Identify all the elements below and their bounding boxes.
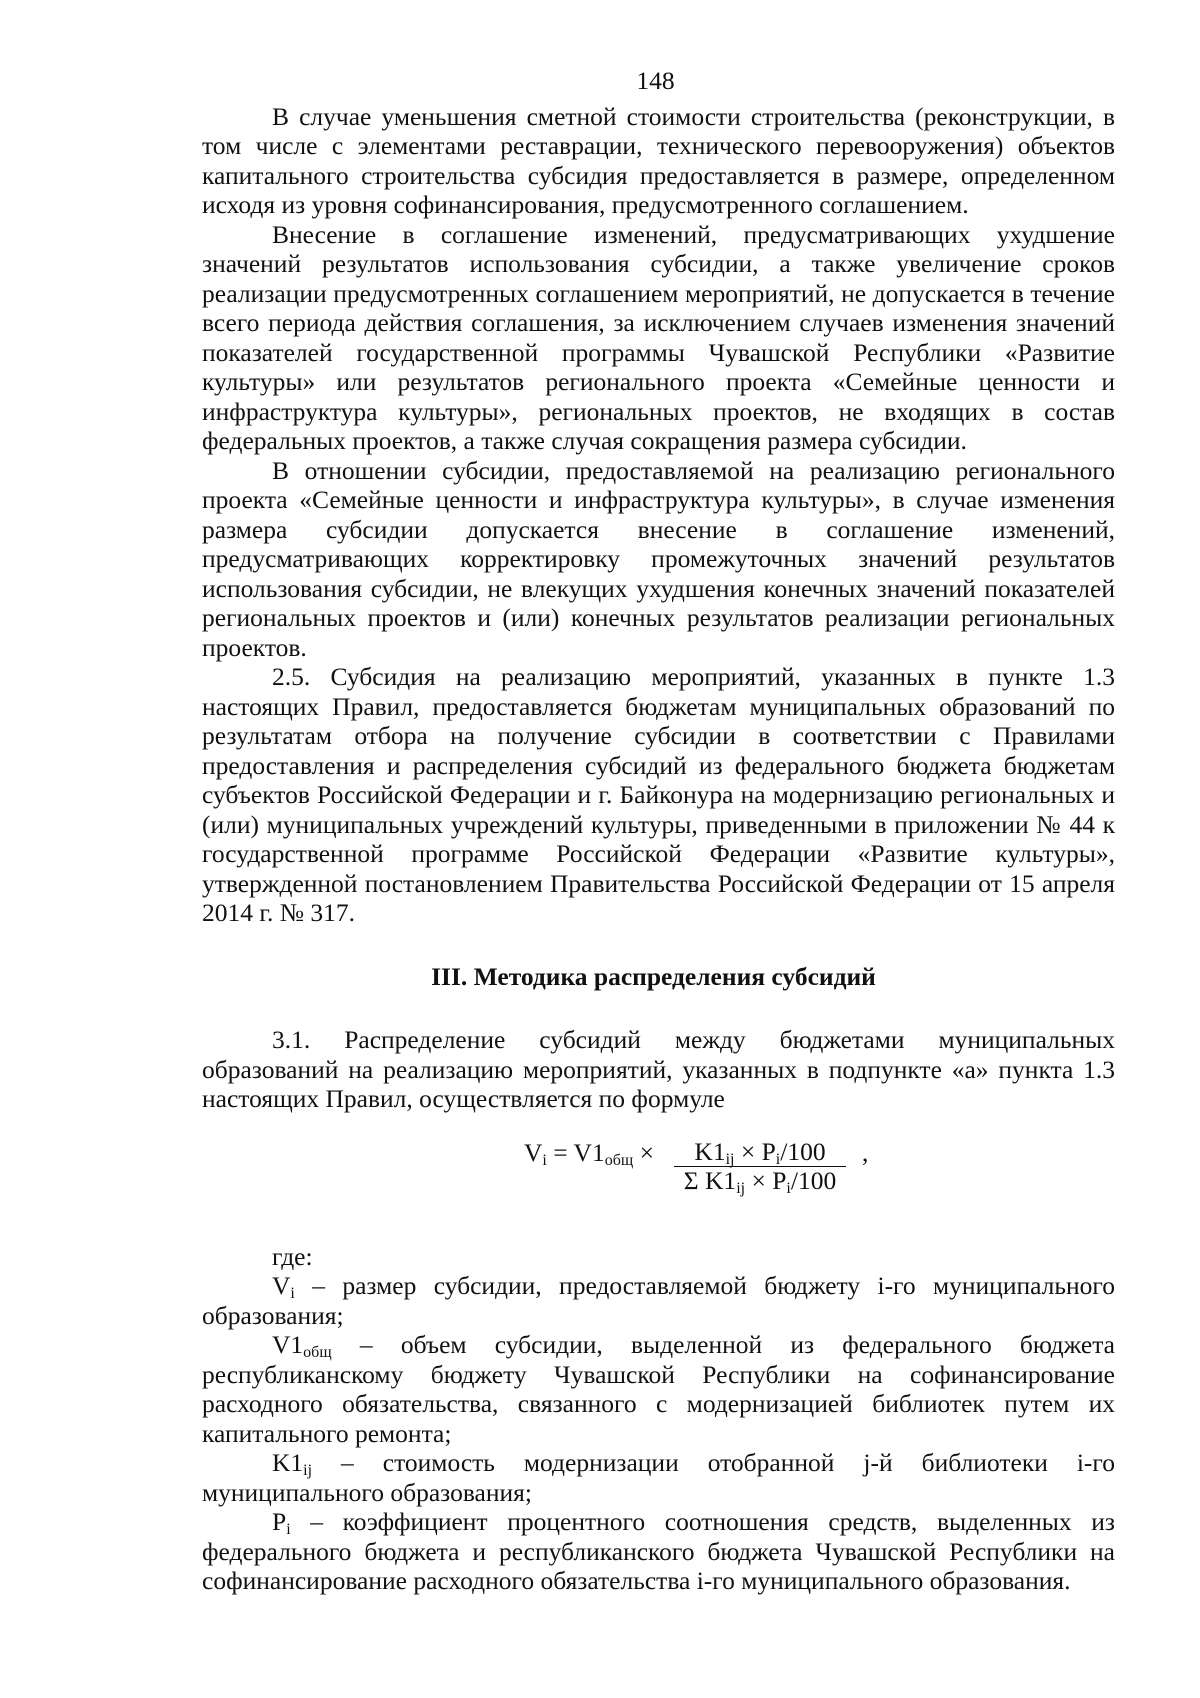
page-number: 148: [636, 66, 675, 95]
definition-v1: $V1_{общ}$ – объем субсидии, выделенной из федерального бюджета республиканскому бюджету Чувашской Республики на софинансирование расходного обязательства, связанного с модернизацией библиотек путем их капитального ремонта;: [202, 1330, 1115, 1448]
section-paragraph: 3.1. Распределение субсидий между бюджетами муниципальных образований на реализацию мероприятий, указанных в подпункте «а» пункта 1.3 настоящих Правил, осуществляется по формуле: [202, 1025, 1115, 1113]
formula-fraction: [670, 1138, 850, 1195]
paragraph-2: Внесение в соглашение изменений, предусматривающих ухудшение значений результатов использования субсидии, а также увеличение сроков реализации предусмотренных соглашением мероприятий, не допускается в течение всего периода действия соглашения, за исключением случаев изменения значений показателей государственной программы Чувашской Республики «Развитие культуры» или результатов регионального проекта «Семейные ценности и инфраструктура культуры», региональных проектов, не входящих в состав федеральных проектов, а также случая сокращения размера субсидии.: [202, 219, 1115, 455]
formula-comma: ,: [862, 1137, 869, 1167]
definition-pi: $P_i$ – коэффициент процентного соотношения средств, выделенных из федерального бюджета и республиканского бюджета Чувашской Республики на софинансирование расходного обязательства i-го муниципального образования.: [202, 1507, 1115, 1595]
formula-numerator: $K1_{ij} \times P_i/100$: [674, 1138, 846, 1167]
paragraph-1: В случае уменьшения сметной стоимости строительства (реконструкции, в том числе с элементами реставрации, технического перевооружения) объектов капитального строительства субсидия предоставляется в размере, определенном исходя из уровня софинансирования, предусмотренного соглашением.: [202, 101, 1115, 219]
paragraph-4: 2.5. Субсидия на реализацию мероприятий, указанных в пункте 1.3 настоящих Правил, предоставляется бюджетам муниципальных образований по результатам отбора на получение субсидии в соответствии с Правилами предоставления и распределения субсидий из федерального бюджета бюджетам субъектов Российской Федерации и г. Байконура на модернизацию региональных и (или) муниципальных учреждений культуры, приведенными в приложении № 44 к государственной программе Российской Федерации «Развитие культуры», утвержденной постановлением Правительства Российской Федерации от 15 апреля 2014 г. № 317.: [202, 662, 1115, 927]
definition-k1: $K1_{ij}$ – стоимость модернизации отобранной j-й библиотеки i-го муниципального образования;: [202, 1448, 1115, 1507]
section-title: III. Методика распределения субсидий: [431, 961, 876, 991]
where-label: где:: [272, 1241, 313, 1271]
formula-denominator: Σ $K1_{ij} \times P_i/100$: [683, 1165, 837, 1197]
paragraph-3: В отношении субсидии, предоставляемой на реализацию регионального проекта «Семейные ценности и инфраструктура культуры», в случае изменения размера субсидии допускается внесение в соглашение изменений, предусматривающих корректировку промежуточных значений результатов использования субсидии, не влекущих ухудшения конечных значений показателей региональных проектов и (или) конечных результатов реализации региональных проектов.: [202, 455, 1115, 662]
formula-lhs: $V_i = V1_{общ}$ ×: [524, 1137, 654, 1169]
distribution-formula: [202, 1138, 1115, 1214]
definition-vi: $V_i$ – размер субсидии, предоставляемой бюджету i-го муниципального образования;: [202, 1271, 1115, 1330]
